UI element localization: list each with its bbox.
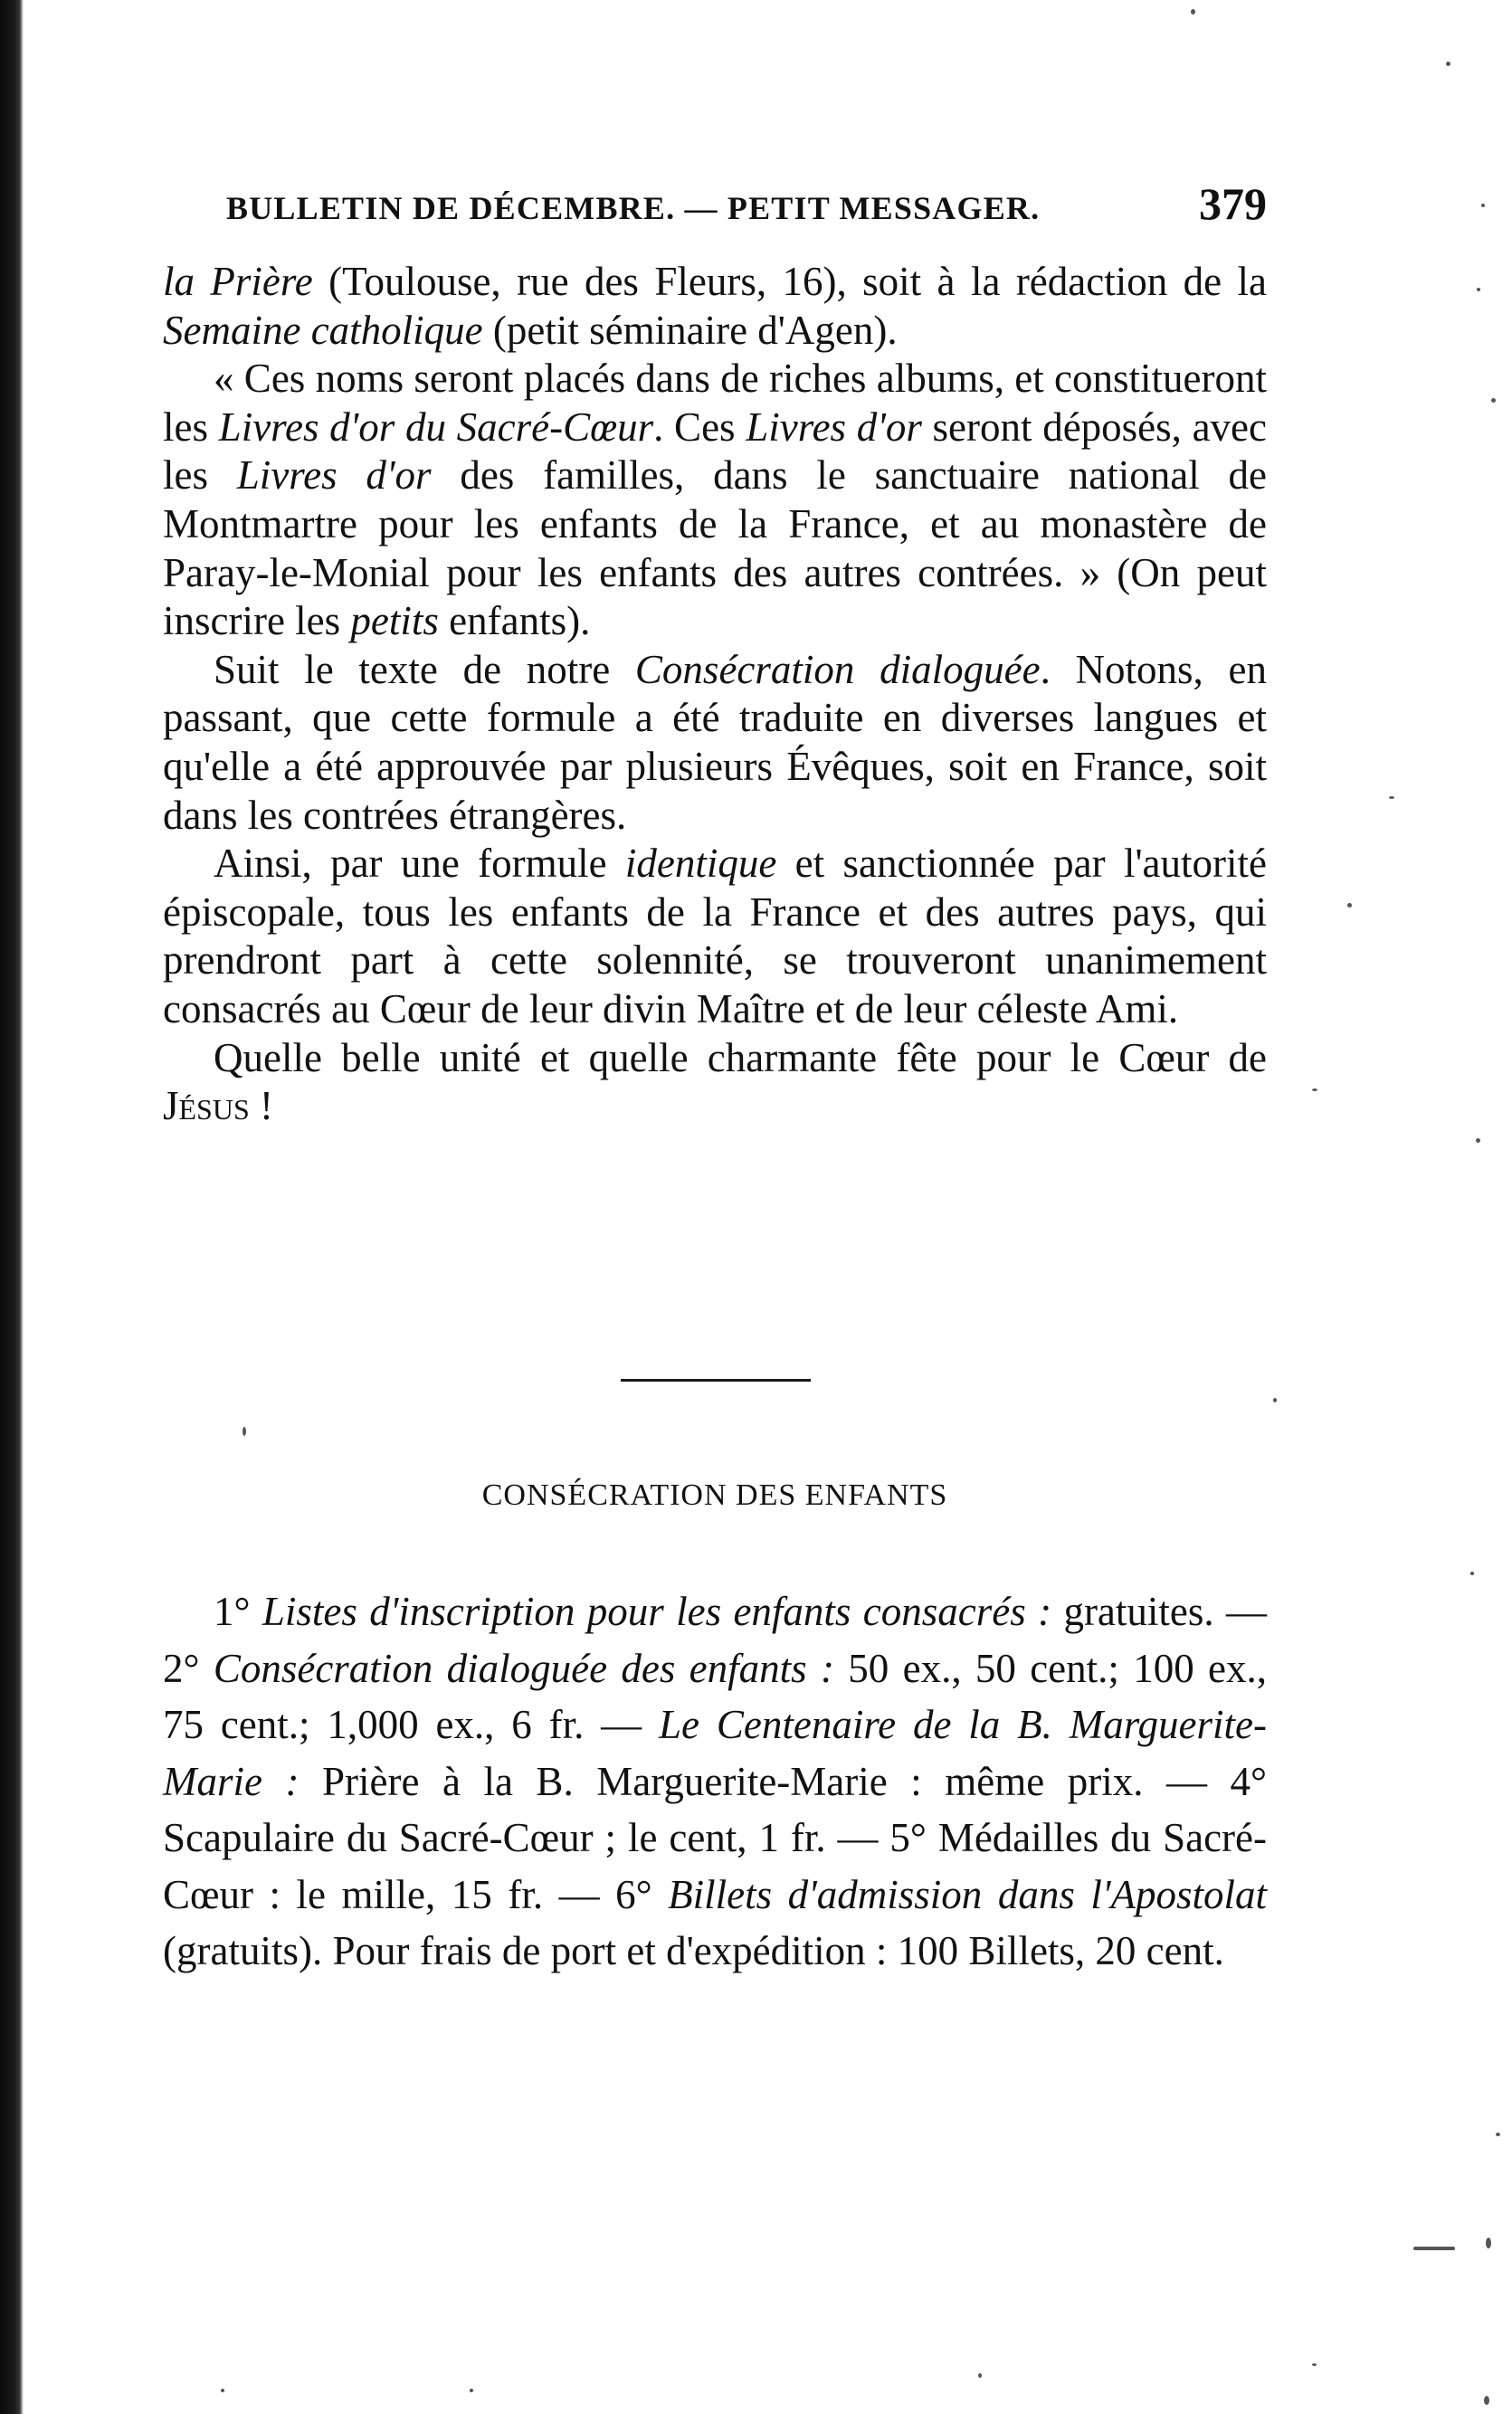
page-number: 379 xyxy=(1199,178,1267,229)
scan-speck xyxy=(1476,1138,1480,1143)
scan-speck xyxy=(1191,9,1195,14)
running-head xyxy=(226,177,1267,241)
scan-speck xyxy=(221,2389,224,2392)
scan-speck xyxy=(470,2389,473,2392)
scan-speck xyxy=(1496,2133,1500,2136)
italic-phrase: la Prière xyxy=(163,259,313,304)
italic-phrase: Semaine catholique xyxy=(163,307,483,353)
text-run: . Notons, en passant, que cette formule a été traduite en diverses langues et qu'elle a été approuvée par plusieurs Évêques, soit en France, soit dans les contrées étrangères. xyxy=(163,646,1267,838)
catalogue-text xyxy=(163,1583,1267,1980)
text-run: 50 ex., 50 cent.; 100 ex., 75 cent.; 1,000 ex., 6 fr. — xyxy=(163,1645,1267,1747)
scan-speck xyxy=(1491,398,1496,403)
paragraph-3 xyxy=(163,646,1267,840)
italic-phrase: petits xyxy=(350,598,439,644)
scan-speck xyxy=(1477,288,1480,291)
paragraph-2 xyxy=(163,355,1267,646)
scan-speck xyxy=(1413,2247,1455,2250)
italic-phrase: Livres d'or du Sacré-Cœur xyxy=(218,404,654,450)
italic-phrase: identique xyxy=(624,841,777,887)
running-title: BULLETIN DE DÉCEMBRE. — PETIT MESSAGER. xyxy=(226,190,1041,226)
text-run: des familles, dans le sanctuaire national de Montmartre pour les enfants de la France, et au monastère de Paray-le-Monial pour les enfants des autres contrées. » (On peut inscrire les xyxy=(163,452,1267,644)
scan-speck xyxy=(1312,1088,1317,1091)
text-run: gratuites. — 2° xyxy=(163,1589,1268,1691)
scan-speck xyxy=(1481,204,1485,207)
scan-speck xyxy=(1486,2238,1491,2248)
italic-phrase: Billets d'admission dans l'Apostolat xyxy=(668,1871,1267,1917)
text-run: (Toulouse, rue des Fleurs, 16), soit à la rédaction de la xyxy=(312,259,1267,304)
italic-phrase: Livres d'or xyxy=(236,452,432,499)
catalogue-paragraph xyxy=(163,1583,1267,1980)
italic-phrase: Livres d'or xyxy=(746,404,922,450)
text-run: et sanctionnée par l'autorité épiscopale, tous les enfants de la France et des autres pays, qui prendront part à cette solennité, se trouveront unanimement consacrés au Cœur de leur divin Maître et de leur céleste Ami. xyxy=(163,841,1267,1031)
scan-speck xyxy=(1446,62,1450,66)
paragraph-4 xyxy=(163,840,1267,1033)
scan-speck xyxy=(242,1427,246,1436)
italic-phrase: Consécration dialoguée xyxy=(634,646,1041,692)
scan-speck xyxy=(1312,2363,1317,2366)
text-run: (gratuits). Pour frais de port et d'expédition : 100 Billets, 20 cent. xyxy=(163,1928,1224,1973)
text-run: Prière à la B. Marguerite-Marie : même prix. — 4° Scapulaire du Sacré-Cœur ; le cent, 1 fr. — 5° Médailles du Sacré-Cœur : le mille, 15 fr. — 6° xyxy=(163,1758,1267,1917)
text-run: . Ces xyxy=(653,404,746,450)
text-run: enfants). xyxy=(438,598,591,644)
small-caps-name: Jésus xyxy=(163,1083,250,1129)
text-run: Quelle belle unité et quelle charmante fête pour le Cœur de xyxy=(214,1034,1267,1080)
text-run: Suit le texte de notre xyxy=(214,646,635,692)
text-run: Ainsi, par une formule xyxy=(214,841,625,887)
paragraph-5 xyxy=(163,1034,1267,1131)
paragraph-1 xyxy=(163,258,1267,355)
text-run: (petit séminaire d'Agen). xyxy=(482,307,898,353)
section-separator-rule xyxy=(621,1379,811,1382)
body-text xyxy=(163,258,1267,1131)
scan-speck xyxy=(1389,796,1394,799)
page-binding-edge xyxy=(0,0,24,2414)
text-run: « Ces noms seront placés dans de riches albums, et constitueront les xyxy=(163,356,1267,450)
scan-speck xyxy=(1484,2396,1489,2405)
section-heading: CONSÉCRATION DES ENFANTS xyxy=(481,1478,948,1512)
text-run: 1° xyxy=(214,1589,262,1634)
scan-speck xyxy=(978,2373,982,2378)
scan-speck xyxy=(1347,903,1352,908)
text-run: seront déposés, avec les xyxy=(163,404,1267,499)
scan-speck xyxy=(1470,1572,1474,1575)
italic-phrase: Consécration dialoguée des enfants : xyxy=(213,1645,834,1691)
italic-phrase: Listes d'inscription pour les enfants consacrés : xyxy=(262,1589,1052,1634)
scan-speck xyxy=(1273,1398,1277,1402)
italic-phrase: Le Centenaire de la B. Marguerite-Marie : xyxy=(163,1702,1267,1804)
text-run: ! xyxy=(249,1083,274,1129)
